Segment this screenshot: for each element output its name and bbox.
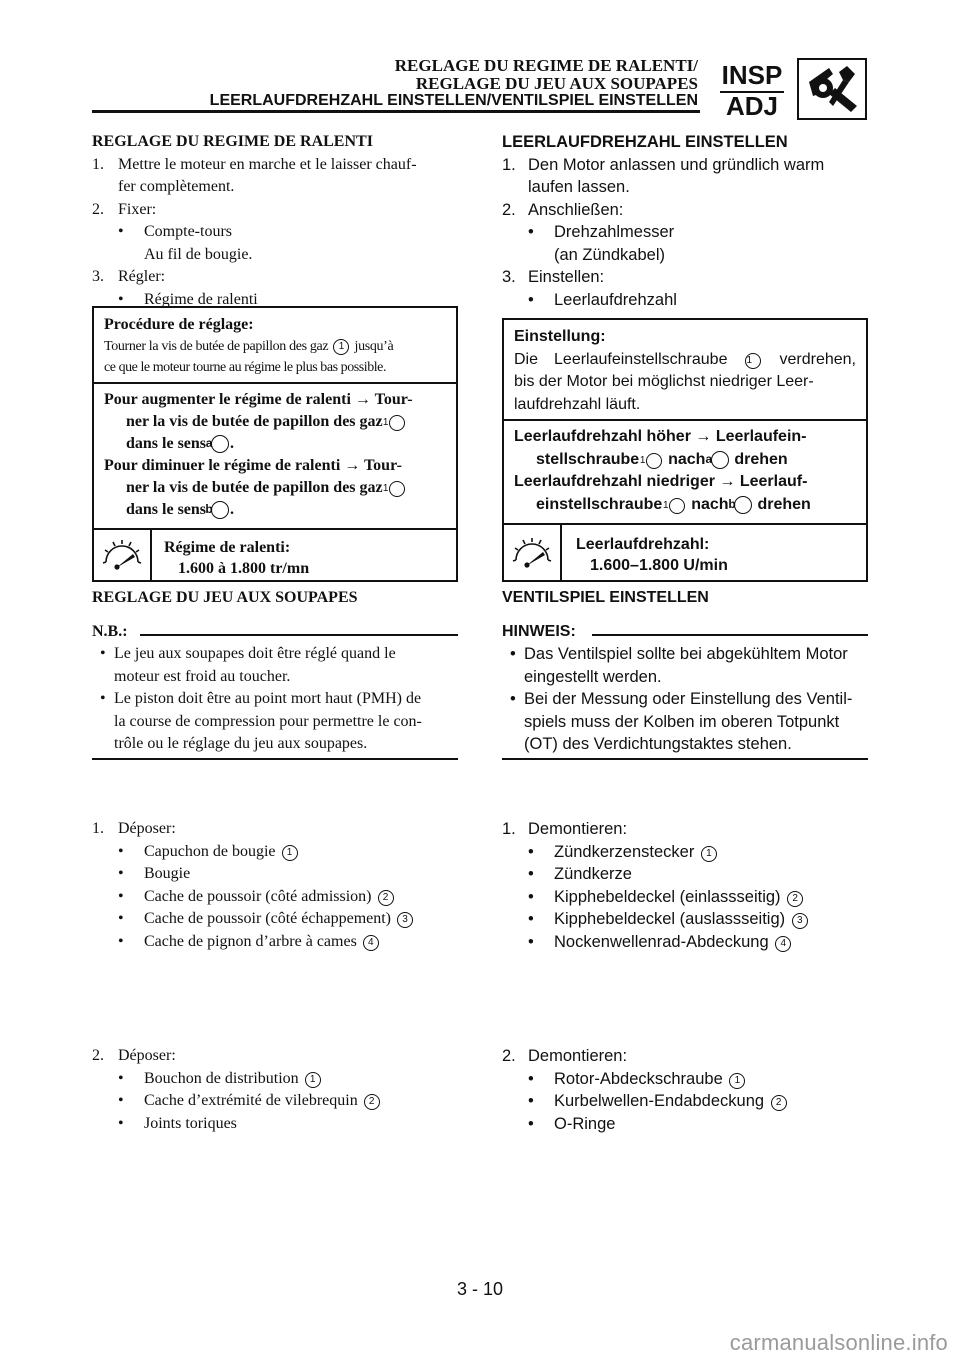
fr-box-divider-2 — [94, 528, 456, 530]
fr-remove-1-item-ref: 3 — [397, 912, 413, 928]
fr-procedure-box — [92, 306, 458, 582]
de-note-rule — [592, 634, 868, 636]
de-remove-2-list — [502, 1068, 868, 1136]
fr-step-3-num: 3. — [92, 268, 104, 285]
de-idle-title: LEERLAUFDREHZAHL EINSTELLEN — [502, 133, 788, 151]
fr-remove-1-item-ref: 4 — [363, 935, 379, 951]
de-step-1-line2: laufen lassen. — [528, 178, 630, 196]
fr-idle-section — [92, 131, 458, 311]
fr-step-1-line1: Mettre le moteur en marche et le laisser chauf- — [118, 155, 417, 173]
fr-step-2-num: 2. — [92, 200, 104, 218]
de-remove-2-label: Demontieren: — [528, 1047, 628, 1065]
fr-remove-2-item: • Bouchon de distribution 1 — [92, 1068, 458, 1091]
de-note-label: HINWEIS: — [502, 623, 576, 640]
de-remove-1 — [502, 818, 868, 953]
de-box-text-3: laufdrehzahl läuft. — [514, 395, 641, 413]
header-line-3: LEERLAUFDREHZAHL EINSTELLEN/VENTILSPIEL EINSTELLEN — [209, 92, 698, 109]
fr-remove-2-item-label: Cache d’extrémité de vilebrequin — [144, 1092, 358, 1109]
fr-remove-2-num: 2. — [92, 1047, 104, 1064]
fr-remove-1-item: • Bougie — [118, 865, 191, 882]
fr-box-text-2: ce que le moteur tourne au régime le plus bas possible. — [104, 360, 386, 375]
wrench-screwdriver-icon — [797, 58, 867, 120]
de-box-down: Leerlaufdrehzahl niedriger → Leerlauf- einstellschraube 1 nach b drehen — [514, 473, 811, 513]
de-remove-1-item-ref: 4 — [775, 936, 791, 952]
de-remove-1-list — [502, 841, 868, 954]
de-step-2-label: Anschließen: — [528, 200, 624, 219]
fr-step-1-num: 1. — [92, 155, 104, 173]
fr-step-3-label: Régler: — [118, 268, 166, 285]
tachometer-icon — [100, 538, 144, 579]
watermark: carmanualsonline.info — [729, 1330, 948, 1355]
de-remove-1-item: • Zündkerze — [528, 865, 632, 883]
fr-remove-2-item-label: Joints toriques — [144, 1114, 237, 1132]
de-remove-1-item: • Nockenwellenrad-Abdeckung 4 — [502, 931, 868, 954]
de-remove-1-item-ref: 1 — [701, 846, 717, 862]
fr-note-body — [92, 643, 458, 756]
badge-top: INSP — [721, 60, 783, 90]
de-procedure-box — [502, 318, 868, 582]
fr-step-3-item: Régime de ralenti — [144, 290, 258, 308]
header-line-1: REGLAGE DU REGIME DE RALENTI/ — [394, 56, 698, 75]
fr-remove-1-item-label: Capuchon de bougie — [144, 842, 276, 860]
de-step-3-bullet: • Leerlaufdrehzahl — [502, 289, 868, 312]
insp-adj-badge — [712, 60, 792, 121]
fr-valve-title: REGLAGE DU JEU AUX SOUPAPES — [92, 589, 358, 606]
fr-box-divider-1 — [94, 382, 456, 384]
fr-remove-1-item: • Cache de poussoir (côté admission) 2 — [92, 886, 458, 909]
de-box-divider-2 — [504, 523, 866, 525]
de-remove-2-num: 2. — [502, 1047, 516, 1065]
fr-remove-2-item: • Joints toriques — [118, 1114, 237, 1132]
fr-remove-1-item-label: Cache de poussoir (côté échappement) — [144, 910, 392, 927]
fr-remove-1-item: • Cache de poussoir (côté échappement) 3 — [92, 908, 458, 931]
fr-step-2-label: Fixer: — [118, 200, 157, 218]
de-box-divider-1 — [504, 419, 866, 421]
de-note-bottom-rule — [502, 758, 868, 760]
header-rule — [92, 110, 700, 113]
de-step-3-label: Einstellen: — [528, 268, 605, 286]
de-remove-2-item-ref: 2 — [771, 1095, 787, 1111]
fr-remove-1-item: • Cache de pignon d’arbre à cames 4 — [92, 931, 458, 954]
de-remove-2-item: • O-Ringe — [528, 1114, 616, 1133]
fr-note-rule — [140, 634, 458, 636]
fr-step-1 — [92, 154, 458, 199]
fr-step-2-item: Compte-tours — [144, 223, 232, 240]
fr-spec-value: 1.600 à 1.800 tr/mn — [178, 560, 310, 577]
fr-remove-1-item-ref: 2 — [378, 890, 394, 906]
de-step-3 — [502, 266, 868, 289]
fr-remove-1-num: 1. — [92, 820, 104, 837]
de-remove-1-num: 1. — [502, 820, 516, 838]
de-box-text-1: Die Leerlaufeinstellschraube 1 verdrehen, — [514, 350, 856, 368]
de-step-2-item: Drehzahlmesser — [554, 223, 675, 241]
de-remove-1-label: Demontieren: — [528, 820, 628, 838]
fr-step-1-line2: fer complètement. — [118, 178, 235, 195]
fr-box-title: Procédure de réglage: — [104, 316, 254, 333]
de-valve-title: VENTILSPIEL EINSTELLEN — [502, 589, 709, 606]
header-line-2: REGLAGE DU JEU AUX SOUPAPES — [415, 74, 698, 93]
de-remove-1-item-ref: 2 — [787, 891, 803, 907]
de-step-1-line1: Den Motor anlassen und gründlich warm — [528, 155, 825, 174]
fr-idle-title: REGLAGE DU REGIME DE RALENTI — [92, 133, 373, 150]
fr-remove-2-item: • Cache d’extrémité de vilebrequin 2 — [92, 1090, 458, 1113]
de-step-2-bullet: • Drehzahlmesser (an Zündkabel) — [502, 221, 868, 266]
de-note-2: • Bei der Messung oder Einstellung des Ventil- spiels muss der Kolben im oberen Totpunkt (OT) des Verdichtungstaktes stehen. — [510, 690, 853, 753]
de-step-1-num: 1. — [502, 155, 516, 174]
de-note-body — [502, 643, 868, 756]
badge-bottom: ADJ — [725, 91, 778, 121]
de-remove-1-item-label: Kipphebeldeckel (einlassseitig) — [554, 887, 781, 906]
fr-remove-1-item-ref: 1 — [282, 845, 298, 861]
de-remove-2-item: • Rotor-Abdeckschraube 1 — [502, 1068, 868, 1091]
de-remove-2-item-ref: 1 — [729, 1073, 745, 1089]
fr-box-down: Pour diminuer le régime de ralenti → Tour- ner la vis de butée de papillon des gaz 1 dans le sens b . — [104, 455, 446, 521]
de-remove-1-item-ref: 3 — [792, 913, 808, 929]
fr-step-3 — [92, 266, 458, 289]
fr-remove-2-item-ref: 2 — [364, 1094, 380, 1110]
de-step-3-num: 3. — [502, 268, 516, 286]
de-remove-2-item-label: O-Ringe — [554, 1114, 616, 1133]
fr-remove-1-label: Déposer: — [118, 820, 176, 837]
fr-box-intro — [94, 314, 456, 378]
de-box-intro — [504, 326, 866, 416]
de-step-2-num: 2. — [502, 200, 516, 219]
de-box-vdivider — [560, 523, 562, 582]
fr-box-text-1: Tourner la vis de butée de papillon des gaz 1 jusqu’à — [104, 339, 394, 354]
de-step-1 — [502, 154, 868, 199]
page-number: 3 - 10 — [456, 1279, 504, 1299]
de-note-1: • Das Ventilspiel sollte bei abgekühltem Motor eingestellt werden. — [510, 645, 848, 686]
fr-remove-1-item-label: Cache de pignon d’arbre à cames — [144, 932, 357, 950]
fr-note-bottom-rule — [92, 758, 458, 760]
de-box-text-2: bis der Motor bei möglichst niedriger Leer- — [514, 373, 814, 390]
tachometer-icon — [510, 536, 554, 577]
fr-step-2-bullet: • Compte-tours Au fil de bougie. — [92, 221, 458, 266]
fr-remove-2-list — [92, 1068, 458, 1136]
fr-step-3-bullet: • Régime de ralenti — [92, 289, 458, 312]
fr-note-label: N.B.: — [92, 623, 128, 640]
de-remove-1-item-label: Zündkerze — [554, 865, 632, 883]
fr-spec — [164, 537, 309, 579]
fr-remove-1-item-label: Bougie — [144, 865, 191, 882]
fr-remove-1-item-label: Cache de poussoir (côté admission) — [144, 887, 372, 905]
fr-step-2 — [92, 199, 458, 222]
de-remove-2-item-label: Rotor-Abdeckschraube — [554, 1069, 723, 1088]
de-step-3-item: Leerlaufdrehzahl — [554, 290, 677, 309]
de-remove-2-item-label: Kurbelwellen-Endabdeckung — [554, 1092, 765, 1110]
fr-note-2: • Le piston doit être au point mort haut (PMH) de la course de compression pour permettre le con- trôle ou le réglage du jeu aux soupapes. — [100, 690, 422, 752]
de-idle-section — [502, 131, 868, 311]
de-step-2 — [502, 199, 868, 222]
fr-remove-1-item: • Capuchon de bougie 1 — [92, 841, 458, 864]
fr-remove-1-list — [92, 841, 458, 954]
de-remove-1-item: • Kipphebeldeckel (auslassseitig) 3 — [502, 908, 868, 931]
fr-remove-2-label: Déposer: — [118, 1047, 176, 1064]
fr-box-adjust — [94, 389, 456, 521]
de-box-up: Leerlaufdrehzahl höher → Leerlaufein- stellschraube 1 nach a drehen — [514, 428, 807, 468]
fr-box-up: Pour augmenter le régime de ralenti → Tour- ner la vis de butée de papillon des gaz 1 dans le sens a . — [104, 391, 413, 452]
de-spec — [576, 534, 728, 576]
fr-step-2-sub: Au fil de bougie. — [144, 245, 253, 263]
de-remove-1-item: • Kipphebeldeckel (einlassseitig) 2 — [502, 886, 868, 909]
de-remove-1-item: • Zündkerzenstecker 1 — [502, 841, 868, 864]
de-remove-2-item: • Kurbelwellen-Endabdeckung 2 — [502, 1090, 868, 1113]
de-spec-label: Leerlaufdrehzahl: — [576, 536, 710, 553]
de-remove-2 — [502, 1045, 868, 1135]
fr-box-vdivider — [150, 528, 152, 582]
de-spec-value: 1.600–1.800 U/min — [590, 557, 728, 574]
fr-remove-2 — [92, 1045, 458, 1135]
fr-remove-1 — [92, 818, 458, 953]
de-remove-1-item-label: Zündkerzenstecker — [554, 842, 695, 861]
de-step-2-sub: (an Zündkabel) — [554, 245, 665, 264]
de-remove-1-item-label: Kipphebeldeckel (auslassseitig) — [554, 910, 786, 928]
de-remove-1-item-label: Nockenwellenrad-Abdeckung — [554, 932, 769, 951]
fr-remove-2-item-ref: 1 — [305, 1072, 321, 1088]
de-box-title: Einstellung: — [514, 328, 606, 345]
de-box-adjust — [504, 426, 866, 516]
fr-spec-label: Régime de ralenti: — [164, 539, 291, 556]
fr-remove-2-item-label: Bouchon de distribution — [144, 1069, 299, 1087]
fr-note-1: • Le jeu aux soupapes doit être réglé quand le moteur est froid au toucher. — [100, 645, 396, 685]
